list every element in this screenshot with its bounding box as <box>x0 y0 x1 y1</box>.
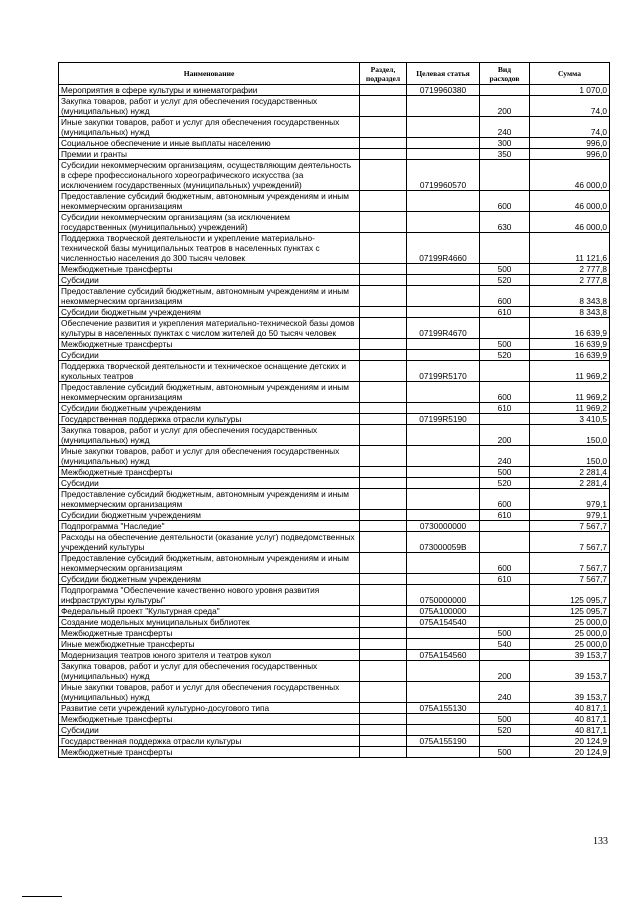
cell-target-article <box>407 212 480 233</box>
cell-section <box>360 286 407 307</box>
cell-name: Государственная поддержка отрасли культуры <box>59 414 360 425</box>
cell-section <box>360 574 407 585</box>
cell-sum: 20 124,9 <box>530 747 610 758</box>
cell-section <box>360 425 407 446</box>
cell-sum: 74,0 <box>530 117 610 138</box>
cell-sum: 39 153,7 <box>530 661 610 682</box>
cell-sum: 16 639,9 <box>530 339 610 350</box>
header-expense-type: Вид расходов <box>480 63 530 85</box>
cell-sum: 7 567,7 <box>530 532 610 553</box>
table-row <box>59 149 610 160</box>
cell-expense-type <box>480 521 530 532</box>
cell-expense-type: 520 <box>480 478 530 489</box>
table-row <box>59 233 610 264</box>
cell-name: Иные закупки товаров, работ и услуг для обеспечения государственных (муниципальных) нужд <box>59 446 360 467</box>
cell-name: Предоставление субсидий бюджетным, автономным учреждениям и иным некоммерческим организациям <box>59 553 360 574</box>
table-row <box>59 553 610 574</box>
cell-section <box>360 446 407 467</box>
cell-section <box>360 138 407 149</box>
cell-expense-type: 500 <box>480 747 530 758</box>
cell-sum: 46 000,0 <box>530 160 610 191</box>
cell-target-article: 075A154540 <box>407 617 480 628</box>
cell-expense-type: 500 <box>480 628 530 639</box>
cell-sum: 8 343,8 <box>530 286 610 307</box>
table-row <box>59 489 610 510</box>
cell-sum: 25 000,0 <box>530 628 610 639</box>
cell-name: Поддержка творческой деятельности и техническое оснащение детских и кукольных театров <box>59 361 360 382</box>
table-row <box>59 467 610 478</box>
cell-target-article: 075A100000 <box>407 606 480 617</box>
table-row <box>59 703 610 714</box>
cell-section <box>360 264 407 275</box>
table-row <box>59 350 610 361</box>
cell-expense-type: 300 <box>480 138 530 149</box>
cell-section <box>360 307 407 318</box>
header-target-article: Целевая статья <box>407 63 480 85</box>
cell-target-article <box>407 425 480 446</box>
cell-expense-type <box>480 85 530 96</box>
cell-sum: 11 121,6 <box>530 233 610 264</box>
cell-target-article: 07199R5170 <box>407 361 480 382</box>
cell-name: Субсидии <box>59 275 360 286</box>
cell-target-article: 0730000000 <box>407 521 480 532</box>
cell-target-article <box>407 191 480 212</box>
cell-target-article: 073000059В <box>407 532 480 553</box>
table-row <box>59 639 610 650</box>
cell-sum: 7 567,7 <box>530 553 610 574</box>
table-row <box>59 318 610 339</box>
cell-sum: 150,0 <box>530 446 610 467</box>
cell-expense-type: 540 <box>480 639 530 650</box>
cell-target-article <box>407 467 480 478</box>
table-row <box>59 714 610 725</box>
cell-sum: 11 969,2 <box>530 382 610 403</box>
cell-expense-type: 240 <box>480 446 530 467</box>
cell-section <box>360 350 407 361</box>
cell-expense-type <box>480 585 530 606</box>
cell-name: Федеральный проект "Культурная среда" <box>59 606 360 617</box>
cell-name: Субсидии некоммерческим организациям, осуществляющим деятельность в сфере профессионального хореографического искусства (за исключением государственных (муниципальных) учреждений) <box>59 160 360 191</box>
cell-name: Модернизация театров юного зрителя и театров кукол <box>59 650 360 661</box>
cell-sum: 16 639,9 <box>530 318 610 339</box>
cell-expense-type <box>480 532 530 553</box>
cell-sum: 25 000,0 <box>530 639 610 650</box>
cell-expense-type: 520 <box>480 725 530 736</box>
cell-section <box>360 617 407 628</box>
cell-sum: 11 969,2 <box>530 403 610 414</box>
cell-sum: 46 000,0 <box>530 191 610 212</box>
cell-name: Обеспечение развития и укрепления материально-технической базы домов культуры в населенных пунктах с числом жителей до 50 тысяч человек <box>59 318 360 339</box>
cell-name: Подпрограмма "Обеспечение качественно нового уровня развития инфраструктуры культуры" <box>59 585 360 606</box>
table-row <box>59 510 610 521</box>
table-row <box>59 286 610 307</box>
cell-name: Межбюджетные трансферты <box>59 264 360 275</box>
table-row <box>59 382 610 403</box>
cell-target-article <box>407 553 480 574</box>
cell-name: Субсидии бюджетным учреждениям <box>59 403 360 414</box>
cell-target-article <box>407 307 480 318</box>
table-row <box>59 661 610 682</box>
cell-name: Субсидии <box>59 350 360 361</box>
cell-expense-type: 610 <box>480 307 530 318</box>
cell-target-article <box>407 286 480 307</box>
cell-section <box>360 85 407 96</box>
cell-expense-type: 600 <box>480 191 530 212</box>
cell-name: Подпрограмма "Наследие" <box>59 521 360 532</box>
cell-sum: 2 281,4 <box>530 478 610 489</box>
table-row <box>59 138 610 149</box>
cell-section <box>360 382 407 403</box>
cell-target-article <box>407 138 480 149</box>
table-row <box>59 212 610 233</box>
table-row <box>59 747 610 758</box>
cell-section <box>360 628 407 639</box>
header-section: Раздел, подраздел <box>360 63 407 85</box>
cell-name: Поддержка творческой деятельности и укрепление материально-технической базы муниципальных театров в населенных пунктах с численностью населения до 300 тысяч человек <box>59 233 360 264</box>
cell-sum: 11 969,2 <box>530 361 610 382</box>
cell-target-article <box>407 725 480 736</box>
cell-expense-type: 200 <box>480 96 530 117</box>
cell-target-article: 075A154560 <box>407 650 480 661</box>
cell-target-article <box>407 117 480 138</box>
table-row <box>59 96 610 117</box>
cell-section <box>360 585 407 606</box>
cell-expense-type: 500 <box>480 714 530 725</box>
cell-name: Государственная поддержка отрасли культуры <box>59 736 360 747</box>
cell-name: Субсидии бюджетным учреждениям <box>59 574 360 585</box>
table-row <box>59 264 610 275</box>
budget-table <box>58 62 610 758</box>
cell-expense-type <box>480 414 530 425</box>
cell-sum: 25 000,0 <box>530 617 610 628</box>
table-row <box>59 617 610 628</box>
cell-section <box>360 403 407 414</box>
cell-target-article <box>407 446 480 467</box>
cell-expense-type: 600 <box>480 286 530 307</box>
cell-target-article <box>407 714 480 725</box>
cell-sum: 40 817,1 <box>530 703 610 714</box>
table-row <box>59 606 610 617</box>
cell-name: Закупка товаров, работ и услуг для обеспечения государственных (муниципальных) нужд <box>59 425 360 446</box>
cell-name: Создание модельных муниципальных библиотек <box>59 617 360 628</box>
table-row <box>59 361 610 382</box>
cell-sum: 20 124,9 <box>530 736 610 747</box>
cell-section <box>360 736 407 747</box>
cell-sum: 39 153,7 <box>530 650 610 661</box>
cell-target-article: 07199R4670 <box>407 318 480 339</box>
table-row <box>59 446 610 467</box>
cell-section <box>360 318 407 339</box>
cell-section <box>360 661 407 682</box>
cell-expense-type: 500 <box>480 467 530 478</box>
table-row <box>59 574 610 585</box>
cell-sum: 7 567,7 <box>530 574 610 585</box>
cell-expense-type: 520 <box>480 275 530 286</box>
cell-name: Предоставление субсидий бюджетным, автономным учреждениям и иным некоммерческим организациям <box>59 489 360 510</box>
cell-expense-type: 610 <box>480 403 530 414</box>
header-name: Наименование <box>59 63 360 85</box>
cell-sum: 2 777,8 <box>530 275 610 286</box>
cell-target-article <box>407 628 480 639</box>
table-row <box>59 628 610 639</box>
cell-expense-type: 520 <box>480 350 530 361</box>
table-row <box>59 725 610 736</box>
cell-expense-type: 610 <box>480 574 530 585</box>
cell-expense-type <box>480 160 530 191</box>
cell-section <box>360 467 407 478</box>
cell-sum: 7 567,7 <box>530 521 610 532</box>
cell-section <box>360 361 407 382</box>
cell-expense-type <box>480 361 530 382</box>
cell-expense-type: 240 <box>480 682 530 703</box>
cell-expense-type: 500 <box>480 339 530 350</box>
cell-target-article <box>407 489 480 510</box>
cell-name: Социальное обеспечение и иные выплаты населению <box>59 138 360 149</box>
cell-target-article: 075A155190 <box>407 736 480 747</box>
cell-target-article <box>407 478 480 489</box>
cell-name: Иные закупки товаров, работ и услуг для обеспечения государственных (муниципальных) нужд <box>59 117 360 138</box>
cell-expense-type <box>480 318 530 339</box>
cell-expense-type <box>480 606 530 617</box>
cell-target-article <box>407 264 480 275</box>
cell-expense-type: 500 <box>480 264 530 275</box>
cell-name: Предоставление субсидий бюджетным, автономным учреждениям и иным некоммерческим организациям <box>59 286 360 307</box>
cell-section <box>360 478 407 489</box>
cell-name: Субсидии некоммерческим организациям (за исключением государственных (муниципальных) учреждений) <box>59 212 360 233</box>
cell-expense-type: 630 <box>480 212 530 233</box>
cell-expense-type: 600 <box>480 553 530 574</box>
cell-section <box>360 510 407 521</box>
cell-name: Расходы на обеспечение деятельности (оказание услуг) подведомственных учреждений культуры <box>59 532 360 553</box>
cell-target-article <box>407 682 480 703</box>
table-row <box>59 191 610 212</box>
cell-sum: 2 777,8 <box>530 264 610 275</box>
cell-name: Межбюджетные трансферты <box>59 628 360 639</box>
cell-target-article <box>407 747 480 758</box>
cell-target-article: 0719960570 <box>407 160 480 191</box>
cell-target-article <box>407 275 480 286</box>
cell-sum: 39 153,7 <box>530 682 610 703</box>
cell-sum: 3 410,5 <box>530 414 610 425</box>
cell-section <box>360 149 407 160</box>
table-row <box>59 85 610 96</box>
cell-expense-type <box>480 736 530 747</box>
cell-expense-type: 600 <box>480 382 530 403</box>
cell-name: Субсидии <box>59 478 360 489</box>
cell-expense-type: 200 <box>480 425 530 446</box>
cell-section <box>360 191 407 212</box>
cell-expense-type: 200 <box>480 661 530 682</box>
table-row <box>59 307 610 318</box>
cell-name: Иные закупки товаров, работ и услуг для обеспечения государственных (муниципальных) нужд <box>59 682 360 703</box>
cell-sum: 979,1 <box>530 510 610 521</box>
cell-expense-type <box>480 650 530 661</box>
cell-section <box>360 521 407 532</box>
cell-section <box>360 489 407 510</box>
table-row <box>59 275 610 286</box>
cell-name: Мероприятия в сфере культуры и кинематографии <box>59 85 360 96</box>
header-sum: Сумма <box>530 63 610 85</box>
cell-target-article <box>407 350 480 361</box>
table-row <box>59 650 610 661</box>
cell-expense-type: 350 <box>480 149 530 160</box>
cell-section <box>360 532 407 553</box>
cell-sum: 40 817,1 <box>530 714 610 725</box>
cell-name: Закупка товаров, работ и услуг для обеспечения государственных (муниципальных) нужд <box>59 661 360 682</box>
table-row <box>59 117 610 138</box>
cell-section <box>360 414 407 425</box>
cell-target-article <box>407 639 480 650</box>
cell-sum: 996,0 <box>530 149 610 160</box>
page-number: 133 <box>593 836 608 847</box>
cell-target-article <box>407 149 480 160</box>
cell-section <box>360 553 407 574</box>
cell-target-article <box>407 510 480 521</box>
cell-target-article <box>407 661 480 682</box>
table-row <box>59 339 610 350</box>
cell-name: Развитие сети учреждений культурно-досугового типа <box>59 703 360 714</box>
cell-section <box>360 703 407 714</box>
cell-section <box>360 682 407 703</box>
cell-name: Субсидии бюджетным учреждениям <box>59 510 360 521</box>
cell-sum: 979,1 <box>530 489 610 510</box>
cell-section <box>360 639 407 650</box>
cell-target-article: 0719960380 <box>407 85 480 96</box>
table-row <box>59 521 610 532</box>
cell-sum: 40 817,1 <box>530 725 610 736</box>
cell-target-article: 07199R5190 <box>407 414 480 425</box>
cell-target-article <box>407 574 480 585</box>
footnote-rule <box>22 896 62 897</box>
cell-name: Иные межбюджетные трансферты <box>59 639 360 650</box>
cell-name: Предоставление субсидий бюджетным, автономным учреждениям и иным некоммерческим организациям <box>59 382 360 403</box>
cell-name: Предоставление субсидий бюджетным, автономным учреждениям и иным некоммерческим организациям <box>59 191 360 212</box>
cell-expense-type: 610 <box>480 510 530 521</box>
cell-section <box>360 606 407 617</box>
cell-section <box>360 160 407 191</box>
cell-section <box>360 117 407 138</box>
cell-sum: 125 095,7 <box>530 585 610 606</box>
cell-target-article <box>407 382 480 403</box>
table-row <box>59 478 610 489</box>
cell-sum: 8 343,8 <box>530 307 610 318</box>
cell-section <box>360 212 407 233</box>
cell-name: Закупка товаров, работ и услуг для обеспечения государственных (муниципальных) нужд <box>59 96 360 117</box>
cell-sum: 125 095,7 <box>530 606 610 617</box>
table-row <box>59 160 610 191</box>
cell-target-article: 075A155130 <box>407 703 480 714</box>
table-row <box>59 736 610 747</box>
cell-section <box>360 650 407 661</box>
cell-sum: 150,0 <box>530 425 610 446</box>
table-row <box>59 414 610 425</box>
cell-sum: 74,0 <box>530 96 610 117</box>
cell-section <box>360 725 407 736</box>
cell-section <box>360 233 407 264</box>
table-row <box>59 532 610 553</box>
table-row <box>59 585 610 606</box>
cell-name: Межбюджетные трансферты <box>59 714 360 725</box>
cell-name: Межбюджетные трансферты <box>59 747 360 758</box>
cell-section <box>360 747 407 758</box>
cell-sum: 46 000,0 <box>530 212 610 233</box>
table-row <box>59 682 610 703</box>
cell-target-article <box>407 403 480 414</box>
cell-sum: 996,0 <box>530 138 610 149</box>
cell-expense-type <box>480 703 530 714</box>
cell-section <box>360 275 407 286</box>
table-header-row <box>59 63 610 85</box>
cell-target-article: 07199R4660 <box>407 233 480 264</box>
cell-expense-type: 240 <box>480 117 530 138</box>
cell-section <box>360 714 407 725</box>
cell-name: Субсидии бюджетным учреждениям <box>59 307 360 318</box>
cell-sum: 2 281,4 <box>530 467 610 478</box>
cell-section <box>360 96 407 117</box>
cell-expense-type: 600 <box>480 489 530 510</box>
cell-target-article <box>407 96 480 117</box>
table-row <box>59 403 610 414</box>
cell-sum: 1 070,0 <box>530 85 610 96</box>
cell-name: Премии и гранты <box>59 149 360 160</box>
cell-sum: 16 639,9 <box>530 350 610 361</box>
cell-expense-type <box>480 617 530 628</box>
cell-name: Межбюджетные трансферты <box>59 467 360 478</box>
cell-expense-type <box>480 233 530 264</box>
table-row <box>59 425 610 446</box>
cell-name: Субсидии <box>59 725 360 736</box>
cell-section <box>360 339 407 350</box>
cell-target-article <box>407 339 480 350</box>
cell-target-article: 0750000000 <box>407 585 480 606</box>
cell-name: Межбюджетные трансферты <box>59 339 360 350</box>
